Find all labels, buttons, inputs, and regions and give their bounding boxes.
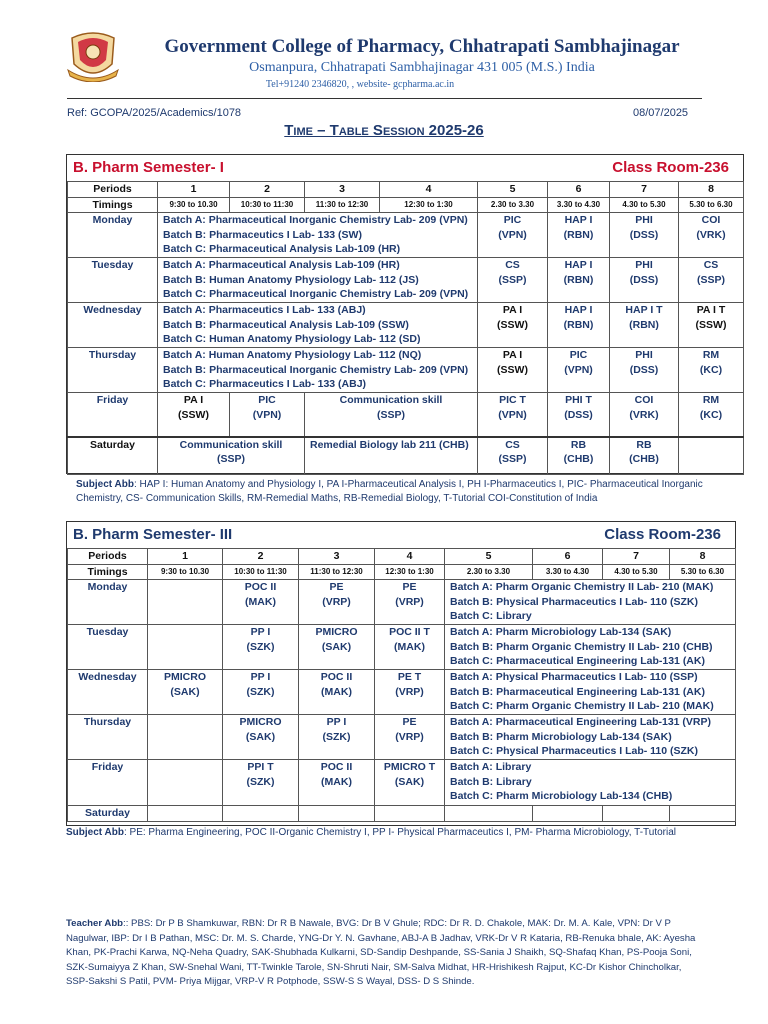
timing-cell: 9:30 to 10.30 bbox=[158, 197, 230, 213]
timing-cell: 11:30 to 12:30 bbox=[299, 564, 375, 580]
class-cell bbox=[299, 715, 375, 760]
class-cell bbox=[375, 715, 445, 760]
subject-abb-text: : HAP I: Human Anatomy and Physiology I, PA I-Pharmaceutical Analysis I, PH I-Pharmaceutics I, PIC- Pharmaceutical Inorganic Chemistry, CS- Communication Skills, RM-Remedial Maths, RB-Remedial Biology, T-Tutorial COI-Constitution of India bbox=[76, 479, 703, 504]
table-row bbox=[68, 213, 744, 258]
class-text: PE (VRP) bbox=[395, 581, 424, 608]
class-text: PE (VRP) bbox=[395, 716, 424, 743]
teacher-abb-label: Teacher Abb bbox=[66, 918, 124, 929]
class-cell bbox=[478, 348, 548, 393]
timing-cell: 5.30 to 6.30 bbox=[679, 197, 744, 213]
lab-batches-cell bbox=[445, 715, 736, 760]
semester-3-header bbox=[67, 522, 735, 549]
college-contact: Tel+91240 2346820, , website- gcpharma.ac.in bbox=[265, 79, 455, 90]
day-cell: Friday bbox=[68, 393, 158, 437]
day-cell: Tuesday bbox=[68, 258, 158, 303]
period-number: 6 bbox=[548, 182, 610, 198]
class-text: PA I (SSW) bbox=[497, 304, 528, 331]
class-cell bbox=[299, 670, 375, 715]
class-text: Remedial Biology lab 211 (CHB) bbox=[310, 438, 469, 451]
lab-batches-text: Batch A: Pharm Microbiology Lab-134 (SAK) Batch B: Pharm Organic Chemistry II Lab- 210 (CHB) Batch C: Pharmaceutical Engineering Lab-131 (AK) bbox=[450, 626, 713, 667]
teacher-abb-text: :: PBS: Dr P B Shamkuwar, RBN: Dr R B Nawale, BVG: Dr B V Ghule; RDC: Dr R. D. Chakole, MAK: Dr. M. A. Kale, VPN: Dr V P Nagulwar, IBP: Dr I B Pathan, MSC: Dr. M. S. Charde, YNG-Dr Y. N. Gavhane, ABJ-A B Jadhav, VRK-Dr V R Kataria, RB-Renuka bhale, AK: Ayesha Khan, PK-Prachi Karwa, NQ-Neha Quadry, SAK-Shubhada Kulkarni, SD-Sandip Deshpande, SS-Sania J Shaikh, SQ-Shafaq Khan, PS-Pooja Soni, SZK-Sumaiyya Z Khan, SW-Snehal Wani, TT-Twinkle Tarole, SN-Shruti Nair, SM-Salva Midhat, HR-Hrishikesh Rajput, KC-Dr Kishor Chincholkar, SSP-Sakshi S Patil, PVM- Priya Mijgar, VRP-V R Potphode, SSW-S S Wayal, DSS- D S Shinde. bbox=[66, 918, 696, 987]
class-cell bbox=[305, 393, 478, 437]
timing-cell: 3.30 to 4.30 bbox=[548, 197, 610, 213]
header-divider bbox=[67, 98, 702, 99]
class-cell bbox=[305, 437, 478, 475]
class-text: Communication skill (SSP) bbox=[179, 438, 283, 465]
class-text: PP I (SZK) bbox=[246, 626, 275, 653]
class-text: COI (VRK) bbox=[629, 394, 659, 421]
class-text: CS (SSP) bbox=[498, 438, 527, 465]
class-text: PMICRO (SAK) bbox=[239, 716, 282, 743]
table-row bbox=[68, 258, 744, 303]
class-cell bbox=[375, 670, 445, 715]
timing-cell: 11:30 to 12:30 bbox=[305, 197, 380, 213]
timing-cell: 9:30 to 10.30 bbox=[148, 564, 223, 580]
period-number: 4 bbox=[380, 182, 478, 198]
class-text: PE T (VRP) bbox=[395, 671, 424, 698]
teacher-abbreviations bbox=[66, 917, 706, 990]
class-cell bbox=[603, 806, 670, 822]
class-text: RB (CHB) bbox=[563, 438, 594, 465]
class-cell bbox=[148, 625, 223, 670]
period-number: 3 bbox=[299, 549, 375, 565]
class-cell bbox=[478, 258, 548, 303]
class-text: PMICRO (SAK) bbox=[164, 671, 206, 698]
period-number: 8 bbox=[670, 549, 736, 565]
reference-number: Ref: GCOPA/2025/Academics/1078 bbox=[67, 107, 242, 119]
class-cell bbox=[533, 806, 603, 822]
table-row bbox=[68, 580, 736, 625]
timing-cell: 4.30 to 5.30 bbox=[603, 564, 670, 580]
class-cell bbox=[548, 437, 610, 475]
subject-abb-label: Subject Abb bbox=[76, 479, 134, 490]
class-text: PIC (VPN) bbox=[564, 349, 593, 376]
semester-3-table bbox=[67, 548, 736, 822]
timing-cell: 12:30 to 1:30 bbox=[375, 564, 445, 580]
class-cell bbox=[548, 393, 610, 437]
lab-batches-text: Batch A: Physical Pharmaceutics I Lab- 110 (SSP) Batch B: Pharmaceutical Engineering Lab-131 (AK) Batch C: Pharm Organic Chemistry II Lab- 210 (MAK) bbox=[450, 671, 714, 712]
class-text: Communication skill (SSP) bbox=[339, 394, 443, 421]
college-address: Osmanpura, Chhatrapati Sambhajinagar 431 005 (M.S.) India bbox=[249, 60, 595, 75]
college-name: Government College of Pharmacy, Chhatrapati Sambhajinagar bbox=[164, 36, 680, 57]
class-cell bbox=[223, 625, 299, 670]
period-number: 8 bbox=[679, 182, 744, 198]
class-cell bbox=[679, 393, 744, 437]
class-cell bbox=[548, 348, 610, 393]
class-cell bbox=[610, 348, 679, 393]
class-text: HAP I (RBN) bbox=[563, 214, 594, 241]
class-cell bbox=[610, 258, 679, 303]
semester-3-subject-abbreviations bbox=[66, 826, 726, 840]
semester-1-table bbox=[67, 181, 744, 475]
table-row bbox=[68, 303, 744, 348]
lab-batches-text: Batch A: Pharmaceutical Analysis Lab-109 (HR) Batch B: Human Anatomy Physiology Lab- 112 (JS) Batch C: Pharmaceutical Inorganic Chemistry Lab- 209 (VPN) bbox=[163, 259, 469, 300]
semester-1-subject-abbreviations bbox=[76, 478, 706, 505]
class-cell bbox=[223, 760, 299, 806]
table-row bbox=[68, 806, 736, 822]
lab-batches-text: Batch A: Human Anatomy Physiology Lab- 112 (NQ) Batch B: Pharmaceutical Inorganic Chemistry Lab- 209 (VPN) Batch C: Pharmaceutics I Lab- 133 (ABJ) bbox=[163, 349, 469, 390]
semester-3-title: B. Pharm Semester- III bbox=[73, 526, 233, 543]
timetable-title: Time – Table Session 2025-26 bbox=[284, 122, 484, 139]
lab-batches-cell bbox=[158, 258, 478, 303]
class-cell bbox=[610, 213, 679, 258]
class-text: PIC (VPN) bbox=[252, 394, 282, 421]
table-row bbox=[68, 348, 744, 393]
lab-batches-cell bbox=[158, 303, 478, 348]
periods-label: Periods bbox=[68, 549, 148, 565]
class-cell bbox=[299, 625, 375, 670]
class-text: PA I T (SSW) bbox=[695, 304, 727, 331]
class-cell bbox=[679, 213, 744, 258]
class-text: PMICRO (SAK) bbox=[315, 626, 358, 653]
period-number: 6 bbox=[533, 549, 603, 565]
class-text: PA I (SSW) bbox=[497, 349, 528, 376]
class-text: HAP I (RBN) bbox=[563, 304, 594, 331]
class-cell bbox=[478, 393, 548, 437]
timing-cell: 10:30 to 11:30 bbox=[223, 564, 299, 580]
class-cell bbox=[230, 393, 305, 437]
class-cell bbox=[375, 580, 445, 625]
timing-cell: 3.30 to 4.30 bbox=[533, 564, 603, 580]
lab-batches-cell bbox=[158, 348, 478, 393]
class-cell bbox=[548, 213, 610, 258]
class-text: POC II (MAK) bbox=[244, 581, 277, 608]
lab-batches-text: Batch A: Pharmaceutics I Lab- 133 (ABJ) Batch B: Pharmaceutical Analysis Lab-109 (SSW) Batch C: Human Anatomy Physiology Lab- 112 (SD) bbox=[163, 304, 421, 345]
class-cell bbox=[148, 760, 223, 806]
timing-cell: 4.30 to 5.30 bbox=[610, 197, 679, 213]
class-text: POC II (MAK) bbox=[320, 761, 353, 788]
class-cell bbox=[375, 806, 445, 822]
class-cell bbox=[375, 625, 445, 670]
lab-batches-text: Batch A: Pharmaceutical Engineering Lab-131 (VRP) Batch B: Pharm Microbiology Lab-134 (SAK) Batch C: Physical Pharmaceutics I Lab- 110 (SZK) bbox=[450, 716, 712, 757]
class-cell bbox=[223, 806, 299, 822]
class-cell bbox=[478, 303, 548, 348]
day-cell: Tuesday bbox=[68, 625, 148, 670]
subject-abb-label: Subject Abb bbox=[66, 827, 124, 838]
class-text: HAP I (RBN) bbox=[563, 259, 594, 286]
class-text: PHI (DSS) bbox=[629, 214, 659, 241]
lab-batches-cell bbox=[445, 580, 736, 625]
table-row bbox=[68, 437, 744, 475]
class-cell bbox=[679, 303, 744, 348]
table-row bbox=[68, 670, 736, 715]
day-cell: Thursday bbox=[68, 348, 158, 393]
table-row bbox=[68, 625, 736, 670]
timing-cell: 2.30 to 3.30 bbox=[478, 197, 548, 213]
semester-1-room: Class Room-236 bbox=[612, 159, 729, 176]
day-cell: Saturday bbox=[68, 806, 148, 822]
class-text: POC II T (MAK) bbox=[389, 626, 430, 653]
class-cell bbox=[679, 437, 744, 475]
class-cell bbox=[299, 760, 375, 806]
class-cell bbox=[223, 670, 299, 715]
timing-cell: 10:30 to 11:30 bbox=[230, 197, 305, 213]
class-text: PP I (SZK) bbox=[246, 671, 275, 698]
class-cell bbox=[610, 437, 679, 475]
class-text: PIC T (VPN) bbox=[498, 394, 527, 421]
class-cell bbox=[223, 580, 299, 625]
timing-cell: 12:30 to 1:30 bbox=[380, 197, 478, 213]
class-text: RB (CHB) bbox=[629, 438, 659, 465]
period-number: 7 bbox=[603, 549, 670, 565]
class-cell bbox=[445, 806, 533, 822]
periods-row bbox=[68, 182, 744, 198]
day-cell: Saturday bbox=[68, 437, 158, 475]
lab-batches-cell bbox=[445, 670, 736, 715]
class-cell bbox=[158, 393, 230, 437]
period-number: 2 bbox=[230, 182, 305, 198]
timings-row bbox=[68, 197, 744, 213]
class-cell bbox=[478, 213, 548, 258]
period-number: 3 bbox=[305, 182, 380, 198]
day-cell: Friday bbox=[68, 760, 148, 806]
periods-row bbox=[68, 549, 736, 565]
lab-batches-cell bbox=[158, 213, 478, 258]
day-cell: Wednesday bbox=[68, 303, 158, 348]
class-text: COI (VRK) bbox=[696, 214, 726, 241]
timing-cell: 2.30 to 3.30 bbox=[445, 564, 533, 580]
class-cell bbox=[148, 715, 223, 760]
period-number: 7 bbox=[610, 182, 679, 198]
class-text: PA I (SSW) bbox=[178, 394, 209, 421]
semester-1-title: B. Pharm Semester- I bbox=[73, 159, 224, 176]
class-text: PMICRO T (SAK) bbox=[383, 761, 436, 788]
class-text: PIC (VPN) bbox=[498, 214, 527, 241]
class-cell bbox=[478, 437, 548, 475]
timings-row bbox=[68, 564, 736, 580]
class-cell bbox=[679, 348, 744, 393]
class-text: CS (SSP) bbox=[498, 259, 527, 286]
lab-batches-cell bbox=[445, 625, 736, 670]
table-row bbox=[68, 715, 736, 760]
day-cell: Monday bbox=[68, 213, 158, 258]
period-number: 1 bbox=[158, 182, 230, 198]
period-number: 4 bbox=[375, 549, 445, 565]
class-cell bbox=[610, 303, 679, 348]
class-cell bbox=[158, 437, 305, 475]
class-text: HAP I T (RBN) bbox=[625, 304, 663, 331]
table-row bbox=[68, 760, 736, 806]
lab-batches-text: Batch A: Pharm Organic Chemistry II Lab- 210 (MAK) Batch B: Physical Pharmaceutics I Lab- 110 (SZK) Batch C: Library bbox=[450, 581, 714, 622]
class-cell bbox=[670, 806, 736, 822]
semester-3-timetable bbox=[66, 521, 736, 826]
lab-batches-text: Batch A: Library Batch B: Library Batch C: Pharm Microbiology Lab-134 (CHB) bbox=[450, 761, 673, 802]
class-cell bbox=[610, 393, 679, 437]
class-cell bbox=[223, 715, 299, 760]
period-number: 5 bbox=[445, 549, 533, 565]
timings-label: Timings bbox=[68, 564, 148, 580]
periods-label: Periods bbox=[68, 182, 158, 198]
class-text: PHI (DSS) bbox=[629, 259, 659, 286]
period-number: 1 bbox=[148, 549, 223, 565]
college-logo bbox=[64, 30, 122, 82]
class-cell bbox=[299, 580, 375, 625]
semester-1-timetable bbox=[66, 154, 744, 474]
lab-batches-cell bbox=[445, 760, 736, 806]
timing-cell: 5.30 to 6.30 bbox=[670, 564, 736, 580]
class-text: RM (KC) bbox=[699, 349, 723, 376]
class-text: PPI T (SZK) bbox=[246, 761, 275, 788]
class-cell bbox=[299, 806, 375, 822]
day-cell: Monday bbox=[68, 580, 148, 625]
document-date: 08/07/2025 bbox=[633, 107, 689, 119]
period-number: 2 bbox=[223, 549, 299, 565]
class-cell bbox=[679, 258, 744, 303]
class-cell bbox=[375, 760, 445, 806]
class-text: PHI (DSS) bbox=[629, 349, 659, 376]
class-text: POC II (MAK) bbox=[320, 671, 353, 698]
class-text: PHI T (DSS) bbox=[564, 394, 593, 421]
class-cell bbox=[548, 258, 610, 303]
table-row bbox=[68, 393, 744, 437]
semester-3-room: Class Room-236 bbox=[604, 526, 721, 543]
subject-abb-text: : PE: Pharma Engineering, POC II-Organic Chemistry I, PP I- Physical Pharmaceutics I, PM- Pharma Microbiology, T-Tutorial bbox=[123, 827, 677, 838]
period-number: 5 bbox=[478, 182, 548, 198]
class-text: RM (KC) bbox=[699, 394, 723, 421]
lab-batches-text: Batch A: Pharmaceutical Inorganic Chemistry Lab- 209 (VPN) Batch B: Pharmaceutics I Lab- 133 (SW) Batch C: Pharmaceutical Analysis Lab-109 (HR) bbox=[163, 214, 468, 255]
class-cell bbox=[148, 580, 223, 625]
class-cell bbox=[148, 670, 223, 715]
semester-1-header bbox=[67, 155, 743, 182]
class-text: PE (VRP) bbox=[322, 581, 351, 608]
day-cell: Thursday bbox=[68, 715, 148, 760]
class-cell bbox=[548, 303, 610, 348]
class-text: PP I (SZK) bbox=[322, 716, 351, 743]
class-cell bbox=[148, 806, 223, 822]
class-text: CS (SSP) bbox=[696, 259, 725, 286]
day-cell: Wednesday bbox=[68, 670, 148, 715]
timings-label: Timings bbox=[68, 197, 158, 213]
